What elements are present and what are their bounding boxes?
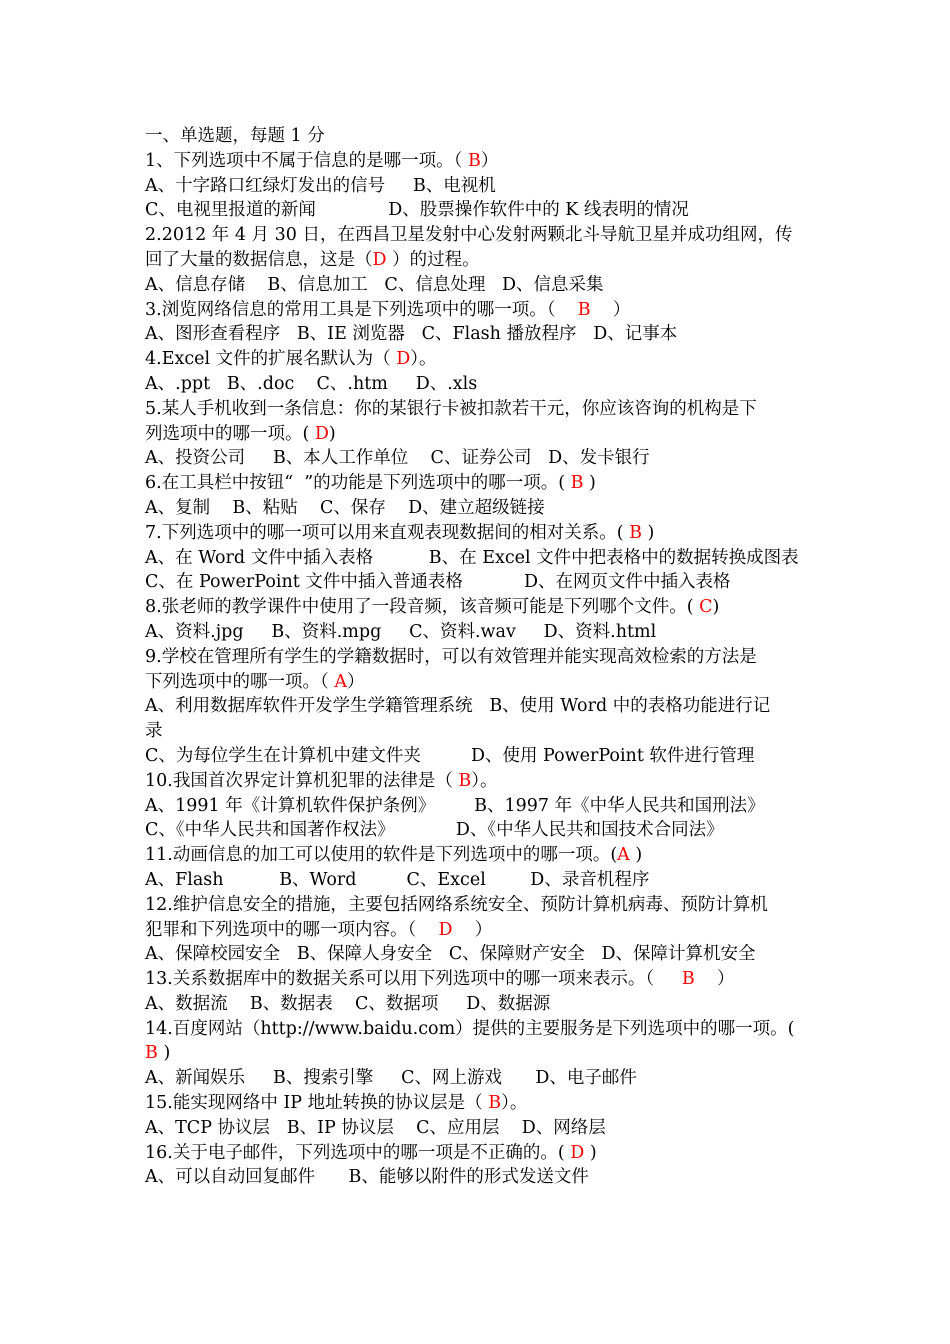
- line-text: A、十字路口红绿灯发出的信号 B、电视机: [145, 175, 496, 196]
- line-text: C、电视里报道的新闻 D、股票操作软件中的 K 线表明的情况: [145, 200, 689, 221]
- line-text: A、新闻娱乐 B、搜索引擎 C、网上游戏 D、电子邮件: [145, 1068, 637, 1089]
- line-text: 14.百度网站（http://www.baidu.com）提供的主要服务是下列选项中的哪一项。(: [145, 1018, 795, 1039]
- answer-mark: D: [396, 349, 411, 370]
- answer-mark: A: [617, 845, 630, 866]
- line-text: 犯罪和下列选项中的哪一项内容。（: [145, 919, 439, 940]
- text-line: [145, 719, 813, 744]
- answer-mark: D: [372, 249, 387, 270]
- text-line: [145, 223, 813, 248]
- question-list: [145, 124, 813, 1190]
- line-text: A、Flash B、Word C、Excel D、录音机程序: [145, 869, 650, 890]
- line-text: A、.ppt B、.doc C、.htm D、.xls: [145, 373, 478, 394]
- answer-mark: B: [145, 1043, 158, 1064]
- line-text: 8.张老师的教学课件中使用了一段音频，该音频可能是下列哪个文件。(: [145, 597, 700, 618]
- text-line: [145, 322, 813, 347]
- text-line: [145, 149, 813, 174]
- text-line: [145, 570, 813, 595]
- text-line: [145, 1165, 813, 1190]
- answer-mark: B: [458, 770, 472, 791]
- line-text-tail: ）: [346, 671, 365, 692]
- text-line: [145, 471, 813, 496]
- line-text: A、在 Word 文件中插入表格 B、在 Excel 文件中把表格中的数据转换成图表: [145, 547, 799, 568]
- line-text: 2.2012 年 4 月 30 日，在西昌卫星发射中心发射两颗北斗导航卫星并成功组网，传: [145, 225, 793, 246]
- answer-mark: D: [570, 1142, 585, 1163]
- line-text: A、图形查看程序 B、IE 浏览器 C、Flash 播放程序 D、记事本: [145, 324, 678, 345]
- line-text: A、数据流 B、数据表 C、数据项 D、数据源: [145, 993, 551, 1014]
- line-text: A、利用数据库软件开发学生学籍管理系统 B、使用 Word 中的表格功能进行记: [145, 696, 771, 717]
- answer-mark: B: [629, 522, 642, 543]
- line-text-tail: ）: [694, 969, 735, 990]
- answer-mark: A: [334, 671, 347, 692]
- line-text: 13.关系数据库中的数据关系可以用下列选项中的哪一项来表示。（: [145, 969, 682, 990]
- line-text: A、可以自动回复邮件 B、能够以附件的形式发送文件: [145, 1167, 589, 1188]
- text-line: [145, 1041, 813, 1066]
- text-line: [145, 496, 813, 521]
- line-text-tail: ): [157, 1043, 171, 1064]
- line-text: 5.某人手机收到一条信息：你的某银行卡被扣款若干元，你应该咨询的机构是下: [145, 398, 757, 419]
- line-text: 16.关于电子邮件，下列选项中的哪一项是不正确的。(: [145, 1142, 571, 1163]
- text-line: [145, 198, 813, 223]
- line-text-tail: ): [629, 845, 643, 866]
- line-text-tail: ）: [452, 919, 493, 940]
- line-text: 15.能实现网络中 IP 地址转换的协议层是（: [145, 1093, 489, 1114]
- line-text: A、投资公司 B、本人工作单位 C、证券公司 D、发卡银行: [145, 448, 650, 469]
- text-line: [145, 769, 813, 794]
- text-line: [145, 1066, 813, 1091]
- text-line: [145, 595, 813, 620]
- line-text-tail: ): [328, 423, 336, 444]
- line-text-tail: ): [641, 522, 655, 543]
- text-line: [145, 298, 813, 323]
- line-text: 录: [145, 721, 163, 742]
- text-line: [145, 918, 813, 943]
- line-text: 12.维护信息安全的措施，主要包括网络系统安全、预防计算机病毒、预防计算机: [145, 894, 768, 915]
- line-text: 1、下列选项中不属于信息的是哪一项。（: [145, 150, 468, 171]
- answer-mark: B: [570, 473, 584, 494]
- text-line: [145, 670, 813, 695]
- text-line: [145, 397, 813, 422]
- text-line: [145, 273, 813, 298]
- line-text-tail: ）: [480, 150, 499, 171]
- answer-mark: D: [438, 919, 453, 940]
- section-title: 一、单选题，每题 1 分: [145, 126, 325, 146]
- answer-mark: B: [488, 1093, 502, 1114]
- text-line: [145, 521, 813, 546]
- line-text: 4.Excel 文件的扩展名默认为（: [145, 349, 397, 370]
- text-line: [145, 422, 813, 447]
- text-line: [145, 967, 813, 992]
- line-text: C、为每位学生在计算机中建文件夹 D、使用 PowerPoint 软件进行管理: [145, 745, 755, 766]
- line-text-tail: ）的过程。: [386, 249, 480, 270]
- line-text: A、TCP 协议层 B、IP 协议层 C、应用层 D、网络层: [145, 1117, 606, 1138]
- answer-mark: C: [699, 597, 713, 618]
- line-text: 11.动画信息的加工可以使用的软件是下列选项中的哪一项。(: [145, 845, 618, 866]
- text-line: [145, 645, 813, 670]
- text-line: [145, 1017, 813, 1042]
- text-line: [145, 794, 813, 819]
- text-line: [145, 372, 813, 397]
- line-text: A、1991 年《计算机软件保护条例》 B、1997 年《中华人民共和国刑法》: [145, 795, 765, 816]
- line-text: C、《中华人民共和国著作权法》 D、《中华人民共和国技术合同法》: [145, 820, 724, 841]
- answer-mark: B: [577, 299, 591, 320]
- text-line: [145, 347, 813, 372]
- line-text-tail: ): [712, 597, 720, 618]
- line-text: 回了大量的数据信息，这是（: [145, 249, 373, 270]
- line-text: 7.下列选项中的哪一项可以用来直观表现数据间的相对关系。(: [145, 522, 630, 543]
- text-line: [145, 174, 813, 199]
- answer-mark: D: [314, 423, 329, 444]
- text-line: [145, 744, 813, 769]
- line-text-tail: ）: [590, 299, 631, 320]
- line-text: 10.我国首次界定计算机犯罪的法律是（: [145, 770, 459, 791]
- line-text: 9.学校在管理所有学生的学籍数据时，可以有效管理并能实现高效检索的方法是: [145, 646, 757, 667]
- line-text: 3.浏览网络信息的常用工具是下列选项中的哪一项。（: [145, 299, 578, 320]
- text-line: [145, 1091, 813, 1116]
- text-line: [145, 620, 813, 645]
- text-line: [145, 893, 813, 918]
- answer-mark: B: [681, 969, 695, 990]
- text-line: [145, 942, 813, 967]
- text-line: [145, 1116, 813, 1141]
- text-line: [145, 843, 813, 868]
- answer-mark: B: [467, 150, 481, 171]
- text-line: [145, 1141, 813, 1166]
- line-text-tail: ）。: [410, 349, 437, 370]
- text-line: [145, 818, 813, 843]
- text-line: [145, 992, 813, 1017]
- line-text: 6.在工具栏中按钮“ ”的功能是下列选项中的哪一项。(: [145, 473, 571, 494]
- text-line: [145, 868, 813, 893]
- line-text: A、复制 B、粘贴 C、保存 D、建立超级链接: [145, 497, 545, 518]
- line-text: A、信息存储 B、信息加工 C、信息处理 D、信息采集: [145, 274, 604, 295]
- line-text: A、资料.jpg B、资料.mpg C、资料.wav D、资料.html: [145, 621, 657, 642]
- text-line: [145, 248, 813, 273]
- line-text: 列选项中的哪一项。(: [145, 423, 315, 444]
- text-line: [145, 446, 813, 471]
- line-text: 下列选项中的哪一项。（: [145, 671, 335, 692]
- line-text-tail: ）。: [501, 1093, 528, 1114]
- line-text: C、在 PowerPoint 文件中插入普通表格 D、在网页文件中插入表格: [145, 572, 731, 593]
- text-line: [145, 694, 813, 719]
- line-text-tail: ): [584, 1142, 597, 1163]
- line-text-tail: ）。: [471, 770, 498, 791]
- text-line: [145, 546, 813, 571]
- line-text: A、保障校园安全 B、保障人身安全 C、保障财产安全 D、保障计算机安全: [145, 944, 756, 965]
- line-text-tail: ): [583, 473, 596, 494]
